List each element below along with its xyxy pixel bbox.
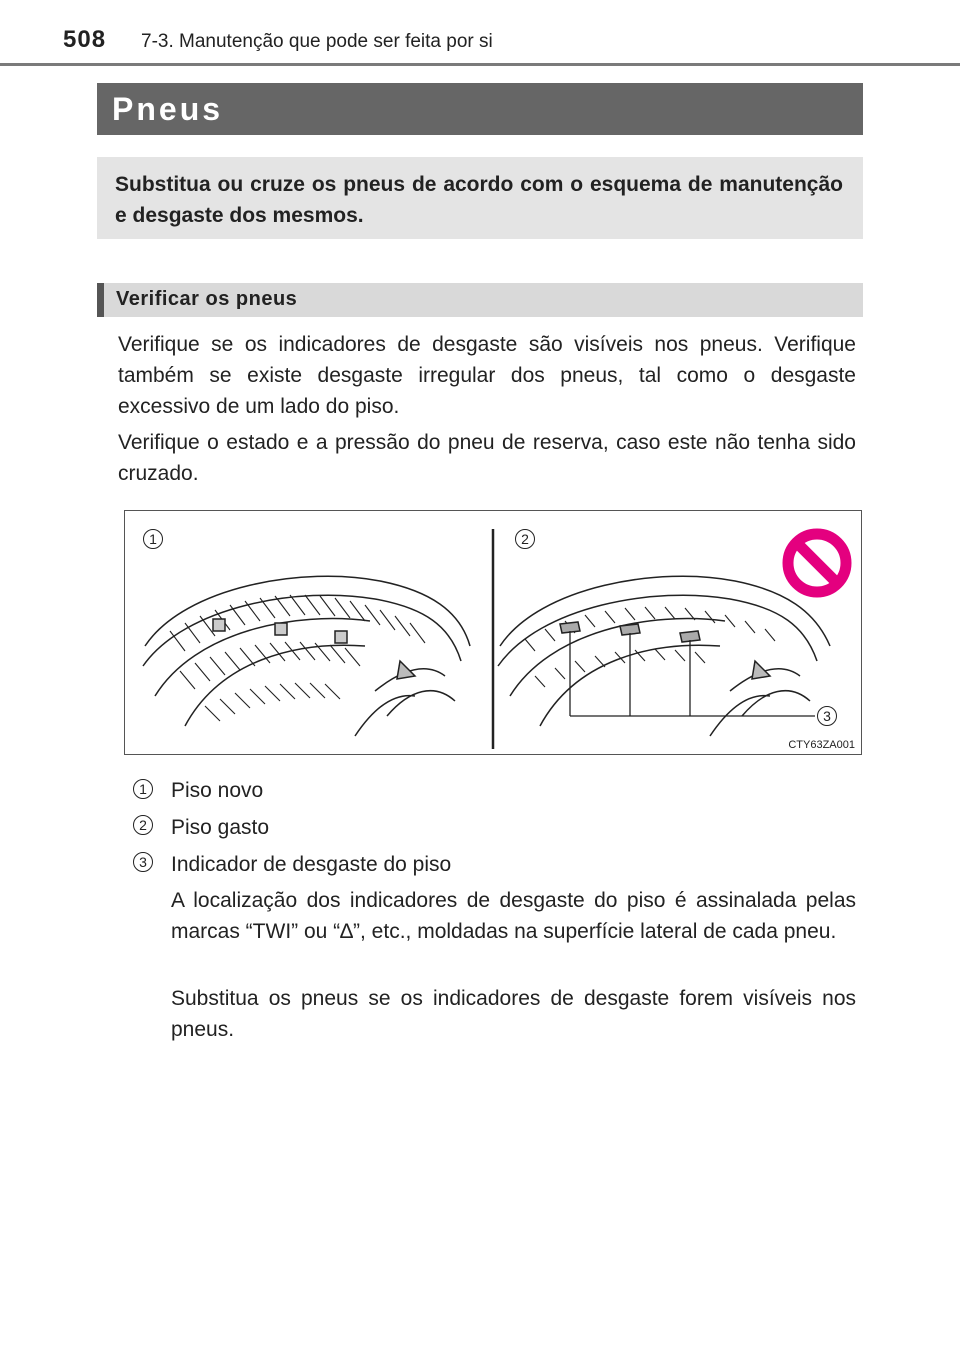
tire-illustration (125, 511, 863, 756)
intro-text: Substitua ou cruze os pneus de acordo com o esquema de manutenção e desgaste dos mesmos. (115, 173, 843, 227)
legend-label-3: Indicador de desgaste do piso (171, 853, 452, 876)
callout-2: 2 (515, 529, 535, 549)
new-tire-tread-icon (143, 576, 470, 736)
section-header: 7-3. Manutenção que pode ser feita por si (141, 31, 493, 52)
tire-tread-figure (124, 510, 862, 755)
page-title: Pneus (112, 91, 224, 127)
paragraph-wear-indicators: Verifique se os indicadores de desgaste são visíveis nos pneus. Verifique também se existe desgaste irregular dos pneus, tal como o desgaste excessivo de um lado do piso. (118, 333, 856, 418)
title-bar (97, 83, 863, 135)
wear-indicator-leader-lines (570, 631, 815, 716)
intro-box (97, 157, 863, 239)
legend-number-1: 1 (133, 779, 153, 799)
subsection-heading (97, 283, 863, 317)
legend-label-2: Piso gasto (171, 816, 270, 839)
legend-number-3: 3 (133, 852, 153, 872)
legend-number-2: 2 (133, 815, 153, 835)
page-number: 508 (63, 26, 107, 53)
subsection-heading-text: Verificar os pneus (116, 288, 298, 310)
callout-1: 1 (143, 529, 163, 549)
callout-3: 3 (817, 706, 837, 726)
header-rule (0, 63, 960, 66)
worn-tire-tread-icon (498, 576, 830, 736)
legend-label-1: Piso novo (171, 779, 264, 802)
note-indicator-location: A localização dos indicadores de desgaste do piso é assinalada pelas marcas “TWI” ou “∆”, etc., moldadas na superfície lateral de cada pneu. (171, 889, 856, 943)
prohibited-icon (788, 534, 846, 592)
paragraph-spare-tire: Verifique o estado e a pressão do pneu de reserva, caso este não tenha sido cruzado. (118, 431, 856, 485)
figure-code: CTY63ZA001 (788, 739, 855, 751)
note-replace-tires: Substitua os pneus se os indicadores de desgaste forem visíveis nos pneus. (171, 987, 856, 1041)
